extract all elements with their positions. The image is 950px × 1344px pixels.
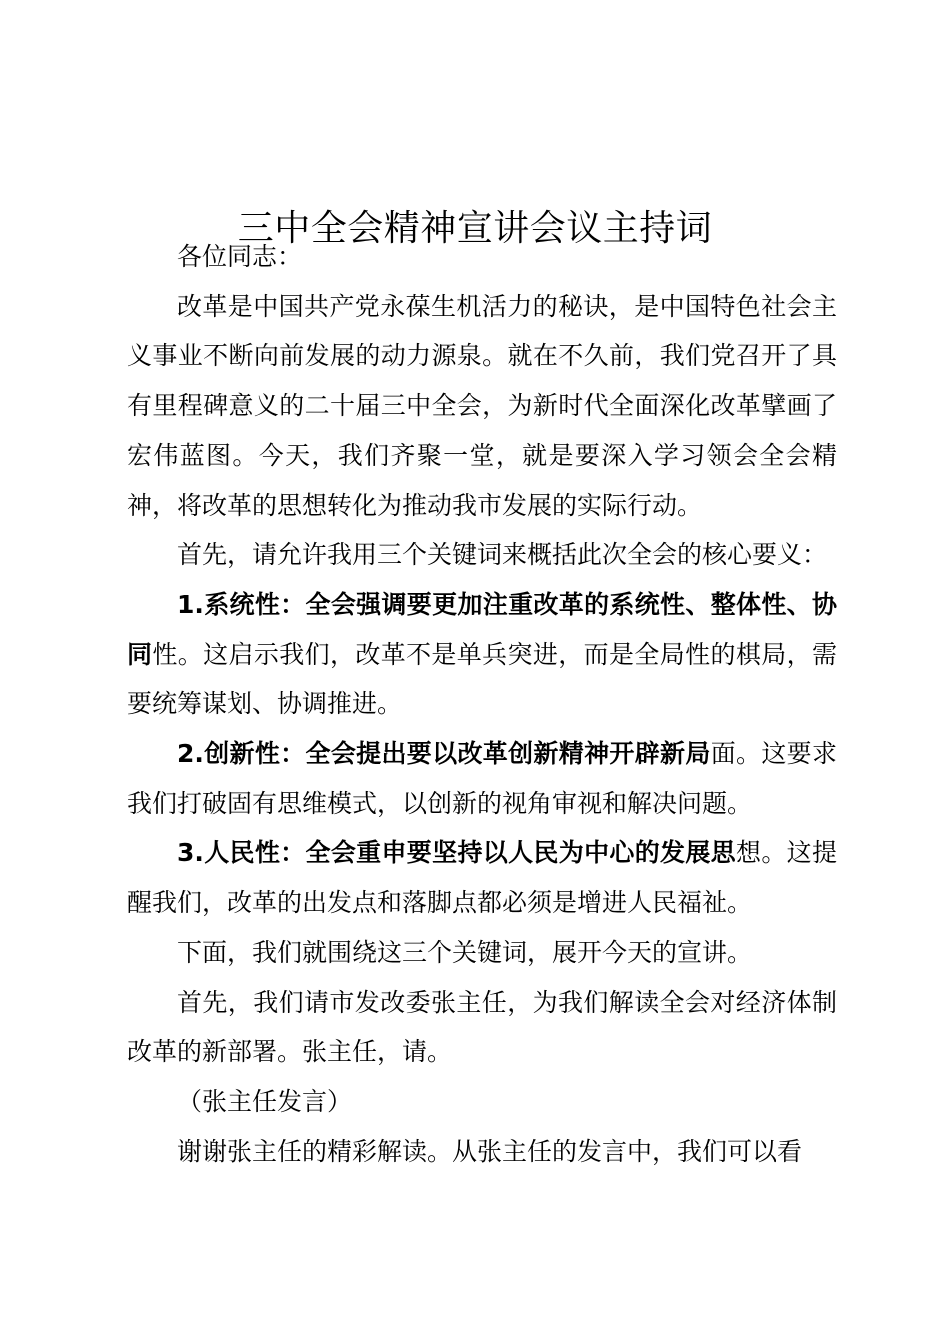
document-body [127,232,837,1176]
keyword-body: 性。这启示我们，改革不是单兵突进，而是全局性的棋局，需要统筹谋划、协调推进。 [127,639,837,719]
intro-paragraph: 首先，请允许我用三个关键词来概括此次全会的核心要义： [177,540,828,570]
keyword-heading: 3.人民性：全会重申要坚持以人民为中心的发展思 [177,838,737,868]
salutation: 各位同志： [177,242,303,271]
keyword-heading: 2.创新性：全会提出要以改革创新精神开辟新局 [177,739,711,769]
keyword-paragraph-3 [127,828,837,927]
keyword-heading: 1.系统性：全会强调要更加注重改革的系统性、整体性、协同 [127,589,837,669]
closing-paragraph: 下面，我们就围绕这三个关键词，展开今天的宣讲。 [177,937,753,967]
keyword-body: 想。这提醒我们，改革的出发点和落脚点都必须是增进人民福祉。 [127,838,837,918]
keyword-paragraph-2 [127,729,837,828]
document-title: 三中全会精神宣讲会议主持词 [237,208,713,250]
closing-paragraph: 谢谢张主任的精彩解读。从张主任的发言中，我们可以看 [177,1136,803,1166]
intro-paragraph: 改革是中国共产党永葆生机活力的秘诀，是中国特色社会主义事业不断向前发展的动力源泉。就在不久前，我们党召开了具有里程碑意义的二十届三中全会，为新时代全面深化改革擘画了宏伟蓝图。今天，我们齐聚一堂，就是要深入学习领会全会精神，将改革的思想转化为推动我市发展的实际行动。 [127,291,837,520]
closing-paragraph: 首先，我们请市发改委张主任，为我们解读全会对经济体制改革的新部署。张主任，请。 [127,987,837,1067]
keyword-paragraph-1 [127,580,837,729]
speaker-note: （张主任发言） [177,1086,353,1116]
keyword-body: 面。这要求我们打破固有思维模式，以创新的视角审视和解决问题。 [127,739,837,818]
